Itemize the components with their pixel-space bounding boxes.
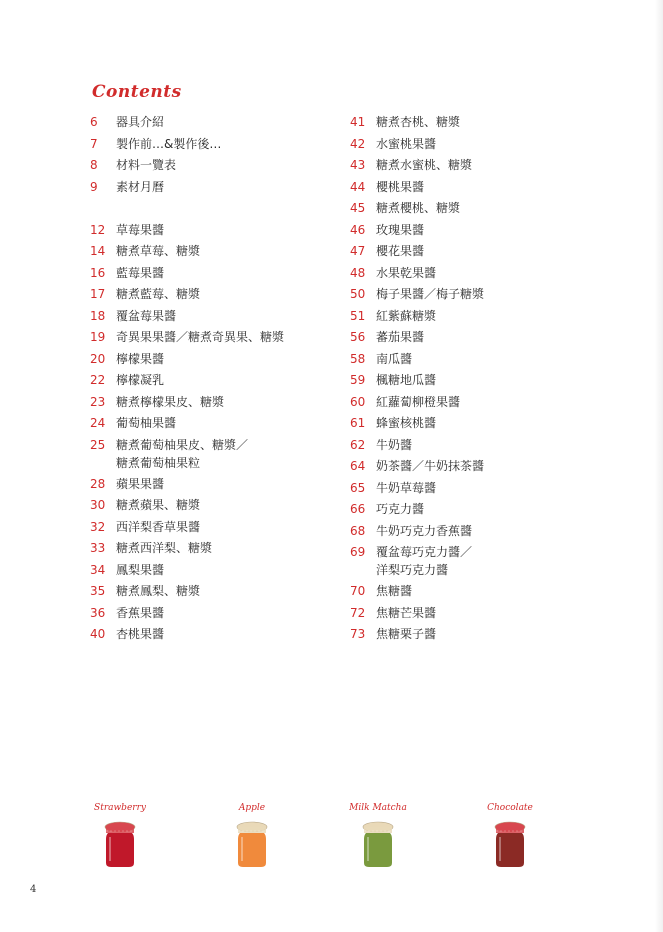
toc-entry-title: 材料一覽表 (116, 158, 177, 172)
toc-entry-title: 水蜜桃果醬 (376, 136, 437, 151)
toc-entry[interactable] (90, 413, 284, 435)
jar-item (80, 803, 160, 869)
toc-entry-title: 奇異果果醬／糖煮奇異果、糖漿 (116, 330, 285, 344)
toc-entry-title: 檸檬果醬 (116, 351, 165, 366)
toc-entry-title: 西洋梨香草果醬 (116, 519, 201, 534)
toc-entry[interactable] (350, 603, 484, 625)
toc-page-number: 17 (90, 287, 106, 301)
toc-entry[interactable] (90, 603, 284, 625)
toc-left-column (90, 112, 284, 646)
toc-entry-title: 南瓜醬 (376, 351, 413, 366)
toc-entry-title: 牛奶醬 (376, 437, 413, 452)
toc-page-number: 34 (90, 562, 106, 577)
toc-entry[interactable] (350, 327, 484, 349)
toc-page-number: 61 (350, 416, 366, 430)
toc-page-number: 50 (350, 287, 366, 301)
toc-entry-title: 蘋果果醬 (116, 476, 165, 491)
toc-page-number: 28 (90, 476, 106, 491)
toc-entry-title: 糖煮西洋梨、糖漿 (116, 541, 213, 555)
toc-entry[interactable] (350, 370, 484, 392)
toc-page-number: 18 (90, 308, 106, 323)
toc-entry[interactable] (350, 435, 484, 457)
toc-page-number: 69 (350, 545, 366, 559)
toc-entry-title: 糖煮水蜜桃、糖漿 (376, 158, 473, 172)
toc-page-number: 9 (90, 179, 98, 194)
toc-page-number: 68 (350, 523, 366, 538)
toc-page-number: 58 (350, 351, 366, 366)
toc-entry-title: 糖煮藍莓、糖漿 (116, 287, 201, 301)
toc-entry-title: 紅紫蘇糖漿 (376, 308, 437, 323)
toc-entry-title-line: 糖煮葡萄柚果粒 (116, 455, 201, 470)
toc-entry[interactable] (350, 456, 484, 478)
toc-page-number: 36 (90, 605, 106, 620)
toc-entry-title: 焦糖芒果醬 (376, 605, 437, 620)
toc-entry-title: 玫瑰果醬 (376, 222, 425, 237)
toc-entry[interactable] (350, 624, 484, 646)
page-edge-shadow (655, 0, 663, 932)
toc-page-number: 30 (90, 498, 106, 512)
toc-page-number: 33 (90, 541, 106, 555)
toc-page-number: 59 (350, 373, 366, 387)
jar-item (470, 803, 550, 869)
toc-entry[interactable] (90, 435, 284, 474)
toc-entry-title: 糖煮蘋果、糖漿 (116, 498, 201, 512)
toc-entry[interactable] (350, 112, 484, 134)
toc-page-number: 40 (90, 627, 106, 641)
toc-entry[interactable] (350, 392, 484, 414)
toc-page-number: 12 (90, 222, 106, 237)
toc-entry-title: 鳳梨果醬 (116, 562, 165, 577)
toc-page-number: 24 (90, 416, 106, 430)
toc-entry-title: 水果乾果醬 (376, 265, 437, 280)
jar-label: Strawberry (94, 803, 146, 813)
jar-label: Chocolate (487, 803, 533, 813)
toc-page-number: 66 (350, 502, 366, 516)
toc-entry-title: 焦糖醬 (376, 584, 413, 598)
toc-entry[interactable] (90, 155, 284, 177)
toc-entry[interactable] (350, 198, 484, 220)
toc-entry[interactable] (90, 560, 284, 582)
toc-entry-title: 器具介紹 (116, 115, 165, 129)
toc-entry-title: 巧克力醬 (376, 502, 425, 516)
toc-entry-title-line: 覆盆莓巧克力醬／ (376, 545, 473, 559)
toc-entry[interactable] (90, 177, 284, 199)
toc-entry[interactable] (90, 392, 284, 414)
toc-entry-title: 蜂蜜核桃醬 (376, 416, 437, 430)
toc-entry[interactable] (90, 538, 284, 560)
matcha-jam-jar-icon (361, 819, 395, 869)
toc-entry-title: 葡萄柚果醬 (116, 416, 177, 430)
toc-page-number: 35 (90, 584, 106, 598)
toc-page-number: 19 (90, 330, 106, 344)
toc-page-number: 41 (350, 115, 366, 129)
toc-entry[interactable] (350, 413, 484, 435)
toc-page-number: 20 (90, 351, 106, 366)
toc-entry-title: 櫻花果醬 (376, 244, 425, 258)
jar-item (338, 803, 418, 869)
toc-entry-title: 香蕉果醬 (116, 605, 165, 620)
toc-page-number: 70 (350, 584, 366, 598)
toc-page-number: 73 (350, 627, 366, 641)
toc-page-number: 64 (350, 459, 366, 473)
toc-entry[interactable] (90, 581, 284, 603)
jar-label: Milk Matcha (349, 803, 407, 813)
toc-page-number: 46 (350, 222, 366, 237)
toc-entry[interactable] (350, 220, 484, 242)
toc-entry-title: 草莓果醬 (116, 222, 165, 237)
contents-heading: Contents (92, 82, 182, 102)
toc-entry[interactable] (90, 624, 284, 646)
toc-entry[interactable] (90, 474, 284, 496)
toc-entry[interactable] (90, 327, 284, 349)
toc-entry-title: 製作前…&製作後… (116, 136, 222, 151)
section-spacer (90, 198, 284, 220)
toc-entry-title: 藍莓果醬 (116, 265, 165, 280)
toc-entry-title-line: 糖煮葡萄柚果皮、糖漿／ (116, 437, 249, 452)
page-number: 4 (30, 884, 37, 895)
toc-entry[interactable] (350, 134, 484, 156)
toc-entry-title: 糖煮草莓、糖漿 (116, 244, 201, 258)
toc-entry[interactable] (90, 495, 284, 517)
toc-page-number: 47 (350, 244, 366, 258)
toc-entry[interactable] (350, 241, 484, 263)
toc-entry[interactable] (350, 155, 484, 177)
toc-entry-title (376, 542, 472, 578)
toc-entry-title: 牛奶草莓醬 (376, 480, 437, 495)
toc-page-number: 44 (350, 179, 366, 194)
toc-page-number: 7 (90, 136, 98, 151)
toc-entry-title: 素材月曆 (116, 179, 165, 194)
chocolate-jam-jar-icon (493, 819, 527, 869)
jar-item (212, 803, 292, 869)
toc-page-number: 42 (350, 136, 366, 151)
toc-entry-title (116, 435, 248, 471)
toc-entry[interactable] (350, 499, 484, 521)
toc-entry-title: 杏桃果醬 (116, 627, 165, 641)
toc-page-number: 56 (350, 330, 366, 344)
toc-entry[interactable] (90, 349, 284, 371)
toc-entry[interactable] (90, 241, 284, 263)
toc-entry-title: 梅子果醬／梅子糖漿 (376, 287, 485, 301)
toc-entry[interactable] (90, 370, 284, 392)
toc-page-number: 23 (90, 394, 106, 409)
toc-entry[interactable] (90, 284, 284, 306)
toc-page-number: 65 (350, 480, 366, 495)
toc-entry-title: 糖煮檸檬果皮、糖漿 (116, 394, 225, 409)
toc-page-number: 43 (350, 158, 366, 172)
toc-entry[interactable] (350, 263, 484, 285)
toc-page-number: 45 (350, 201, 366, 215)
toc-entry[interactable] (350, 542, 484, 581)
toc-entry-title: 糖煮櫻桃、糖漿 (376, 201, 461, 215)
toc-page-number: 62 (350, 437, 366, 452)
jar-label: Apple (238, 803, 266, 813)
toc-entry[interactable] (90, 517, 284, 539)
toc-entry-title: 焦糖栗子醬 (376, 627, 437, 641)
toc-entry-title: 奶茶醬／牛奶抹茶醬 (376, 459, 485, 473)
toc-entry-title: 覆盆莓果醬 (116, 308, 177, 323)
toc-entry-title: 紅蘿蔔柳橙果醬 (376, 394, 461, 409)
toc-page-number: 32 (90, 519, 106, 534)
toc-page-number: 8 (90, 158, 98, 172)
toc-entry[interactable] (90, 263, 284, 285)
toc-entry-title: 牛奶巧克力香蕉醬 (376, 523, 473, 538)
toc-entry-title: 櫻桃果醬 (376, 179, 425, 194)
toc-entry-title: 糖煮鳳梨、糖漿 (116, 584, 201, 598)
toc-page-number: 25 (90, 437, 106, 452)
toc-entry[interactable] (350, 581, 484, 603)
toc-entry-title-line: 洋梨巧克力醬 (376, 563, 449, 577)
toc-entry-title: 楓糖地瓜醬 (376, 373, 437, 387)
toc-entry-title: 蕃茄果醬 (376, 330, 425, 344)
toc-entry-title: 檸檬凝乳 (116, 373, 165, 387)
toc-page-number: 72 (350, 605, 366, 620)
toc-page-number: 14 (90, 244, 106, 258)
toc-entry[interactable] (350, 521, 484, 543)
toc-entry[interactable] (350, 177, 484, 199)
toc-page-number: 48 (350, 265, 366, 280)
toc-entry[interactable] (90, 112, 284, 134)
toc-entry[interactable] (90, 220, 284, 242)
jar-illustrations (94, 803, 550, 873)
toc-page-number: 22 (90, 373, 106, 387)
toc-entry[interactable] (90, 134, 284, 156)
apple-jam-jar-icon (235, 819, 269, 869)
toc-entry[interactable] (350, 284, 484, 306)
toc-entry[interactable] (90, 306, 284, 328)
toc-entry[interactable] (350, 349, 484, 371)
strawberry-jam-jar-icon (103, 819, 137, 869)
toc-right-column (350, 112, 484, 646)
toc-entry-title: 糖煮杏桃、糖漿 (376, 115, 461, 129)
toc-page-number: 51 (350, 308, 366, 323)
toc-page-number: 16 (90, 265, 106, 280)
toc-page-number: 6 (90, 115, 98, 129)
toc-entry[interactable] (350, 478, 484, 500)
toc-page-number: 60 (350, 394, 366, 409)
toc-entry[interactable] (350, 306, 484, 328)
